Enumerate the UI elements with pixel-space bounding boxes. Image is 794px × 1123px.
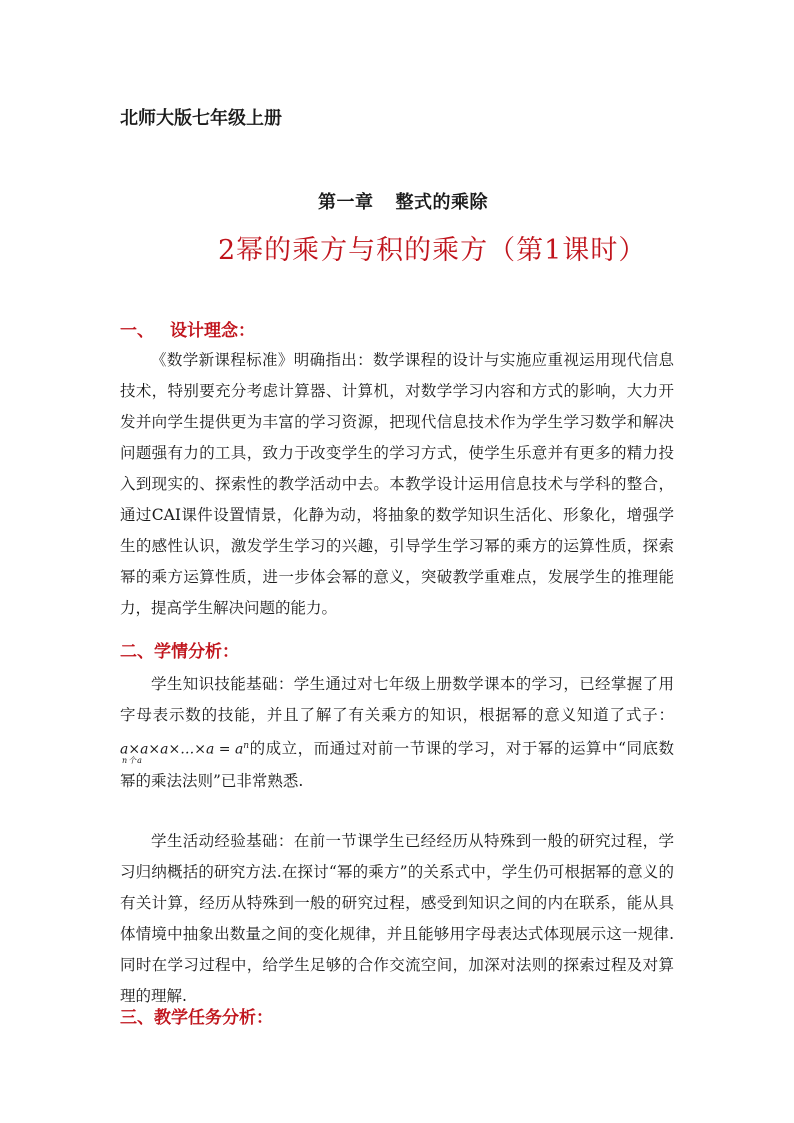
- paragraph-activity-basis: 学生活动经验基础：在前一节课学生已经经历从特殊到一般的研究过程，学习归纳概括的研究方法.在探讨“幂的乘方”的关系式中，学生仍可根据幂的意义的有关计算，经历从特殊到一般的研究过程，感受到知识之间的内在联系，能从具体情境中抽象出数量之间的变化规律，并且能够用字母表达式体现展示这一规律.同时在学习过程中，给学生足够的合作交流空间，加深对法则的探索过程及对算理的理解.: [120, 832, 674, 1005]
- paragraph-knowledge-basis: [120, 669, 674, 797]
- power-formula: [120, 731, 249, 766]
- paragraph-text-after: 的成立，而通过对前一节课的学习，对于幂的运算中“同底数幂的乘法法则”已非常熟悉.: [120, 739, 674, 790]
- section-heading-design-concept: [120, 316, 255, 341]
- lesson-title: 2幂的乘方与积的乘方（第1课时）: [218, 235, 647, 266]
- textbook-label: 北师大版七年级上册: [120, 108, 282, 129]
- paragraph-design-concept: 《数学新课程标准》明确指出：数学课程的设计与实施应重视运用现代信息技术，特别要充分考虑计算器、计算机，对数学学习内容和方式的影响，大力开发并向学生提供更为丰富的学习资源，把现代信息技术作为学生学习数学和解决问题强有力的工具，致力于改变学生的学习方式，使学生乐意并有更多的精力投入到现实的、探索性的教学活动中去。本教学设计运用信息技术与学科的整合，通过CAI课件设置情景，化静为动，将抽象的数学知识生活化、形象化，增强学生的感性认识，激发学生学习的兴趣，引导学生学习幂的乘方的运算性质，探索幂的乘方运算性质，进一步体会幂的意义，突破教学重难点，发展学生的推理能力，提高学生解决问题的能力。: [120, 351, 674, 617]
- paragraph-text-before: 学生知识技能基础：学生通过对七年级上册数学课本的学习，已经掌握了用字母表示数的技能，并且了解了有关乘方的知识，根据幂的意义知道了式子：: [120, 675, 674, 724]
- formula-exponent: n: [243, 741, 250, 751]
- section-heading-task-analysis: 三、教学任务分析：: [120, 1008, 273, 1028]
- chapter-number: 第一章: [318, 192, 374, 213]
- formula-body: a×a×a×…×a = a: [120, 741, 244, 758]
- formula-underbrace-label: n个a: [122, 756, 143, 765]
- chapter-title: [318, 188, 488, 214]
- chapter-name: 整式的乘除: [395, 192, 488, 213]
- section-number: 一、: [120, 321, 154, 341]
- section-title: 设计理念：: [170, 321, 255, 341]
- section-heading-student-analysis: 二、学情分析：: [120, 642, 239, 662]
